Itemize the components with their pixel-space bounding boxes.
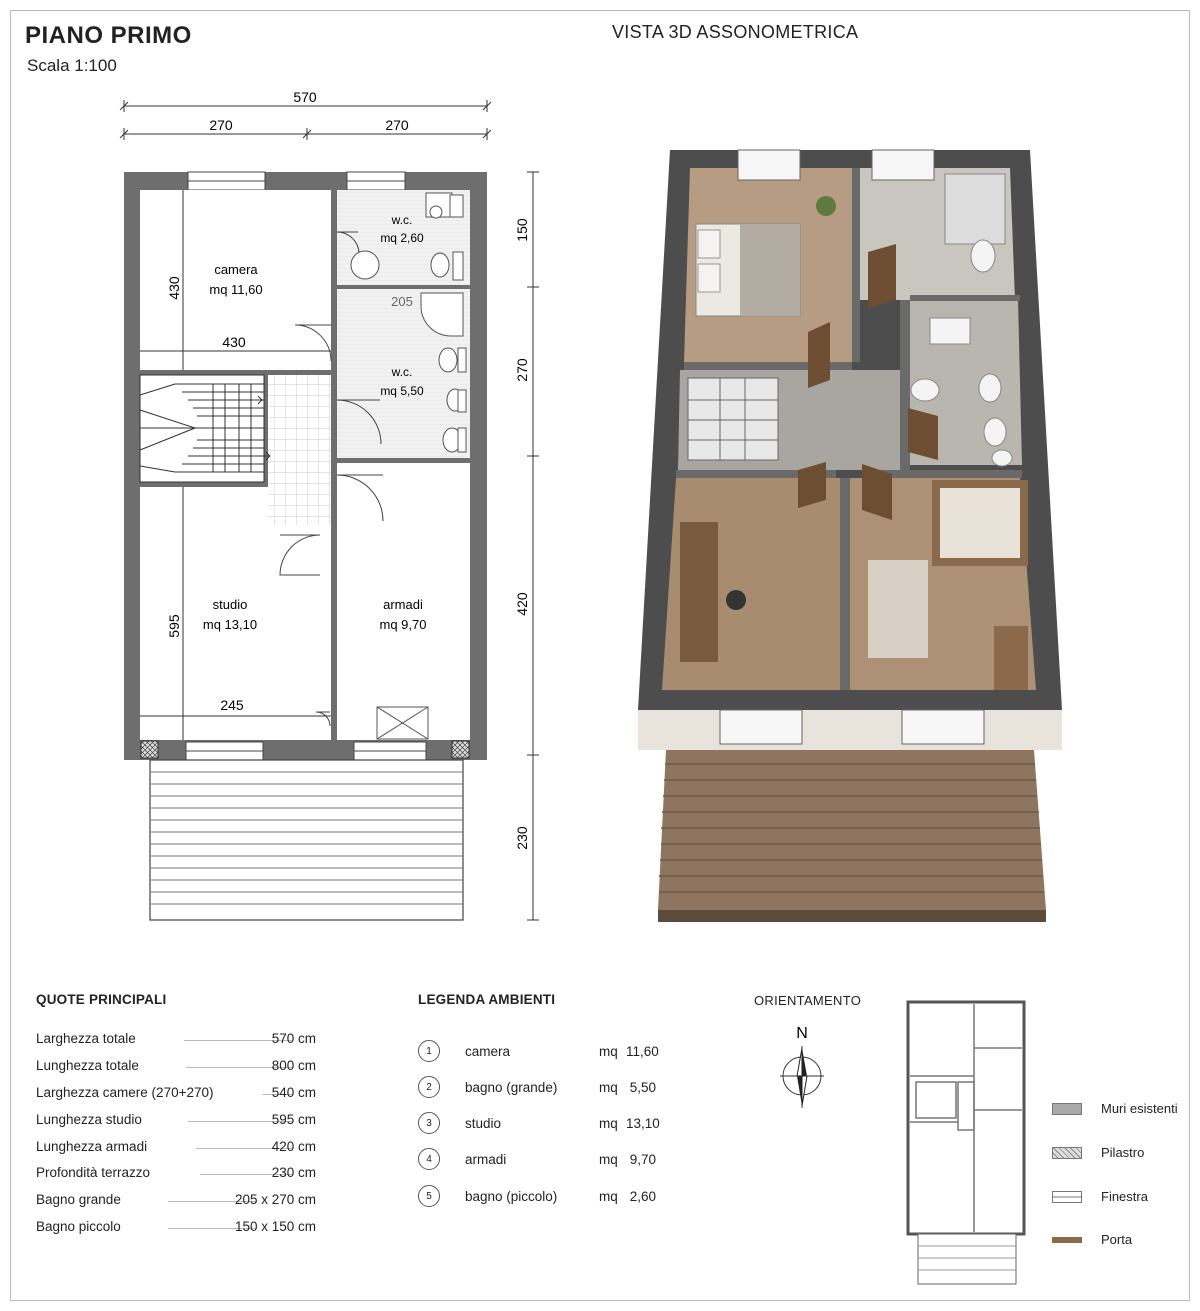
view-3d [600, 140, 1100, 930]
dim-studio-width: 245 [220, 697, 244, 713]
legenda-row [418, 1112, 678, 1138]
dimension-top [120, 100, 491, 140]
legenda-heading: LEGENDA AMBIENTI [418, 992, 556, 1007]
dimension-right [527, 172, 539, 920]
key-label: Pilastro [1101, 1145, 1145, 1160]
compass-icon [776, 1020, 828, 1112]
dim-right-width: 270 [385, 117, 409, 133]
area-armadi: mq 9,70 [379, 617, 427, 632]
legenda-row [418, 1040, 678, 1066]
quote-row [36, 1165, 316, 1185]
bed [696, 224, 800, 316]
dim-total-width: 570 [293, 89, 317, 105]
quote-label: Larghezza totale [36, 1031, 136, 1046]
dim-side-230: 230 [514, 826, 530, 850]
dim-studio-height: 595 [166, 614, 182, 638]
view3d-title: VISTA 3D ASSONOMETRICA [612, 22, 859, 42]
terrace [150, 760, 463, 920]
dim-side-420: 420 [514, 592, 530, 616]
quote-label: Profondità terrazzo [36, 1165, 151, 1180]
area-unit: mq [599, 1152, 618, 1167]
quote-row [36, 1219, 316, 1239]
wall-swatch [1052, 1103, 1082, 1115]
label-wc-big: w.c. [391, 365, 413, 379]
dresser [994, 626, 1028, 690]
dim-side-150: 150 [514, 218, 530, 242]
quote-value: 800 cm [271, 1058, 316, 1073]
room-name: armadi [465, 1152, 507, 1167]
quote-label: Lunghezza studio [36, 1112, 142, 1127]
scale-label: Scala 1:100 [27, 56, 117, 75]
dim-camera-height: 430 [166, 276, 182, 300]
room-area: 11,60 [626, 1044, 659, 1059]
room-area: 2,60 [629, 1189, 656, 1204]
room-name: bagno (grande) [465, 1080, 558, 1095]
quote-value: 595 cm [271, 1112, 316, 1127]
room-number-badge: 1 [418, 1040, 440, 1062]
area-unit: mq [599, 1044, 618, 1059]
label-studio: studio [212, 597, 248, 612]
legenda-row [418, 1076, 678, 1102]
quote-label: Larghezza camere (270+270) [36, 1085, 214, 1100]
landing-tiles [268, 375, 331, 525]
key-plan-mini [906, 1000, 1026, 1286]
staircase [140, 375, 270, 482]
room-number-badge: 3 [418, 1112, 440, 1134]
quote-row [36, 1192, 316, 1212]
quote-row [36, 1112, 316, 1132]
key-label: Muri esistenti [1101, 1101, 1178, 1116]
floor-plan [0, 0, 600, 940]
room-name: studio [465, 1116, 502, 1131]
label-wc-small: w.c. [391, 213, 413, 227]
room-area: 5,50 [629, 1080, 656, 1095]
quote-heading: QUOTE PRINCIPALI [36, 992, 167, 1007]
dim-left-width: 270 [209, 117, 233, 133]
label-camera: camera [214, 262, 258, 277]
quote-value: 570 cm [271, 1031, 316, 1046]
area-wc-small: mq 2,60 [380, 231, 424, 245]
key-label: Porta [1101, 1232, 1133, 1247]
north-label: N [796, 1025, 808, 1042]
area-camera: mq 11,60 [209, 282, 263, 297]
door-swatch [1052, 1237, 1082, 1243]
legenda-row [418, 1148, 678, 1174]
page-title: PIANO PRIMO [25, 22, 192, 49]
area-studio: mq 13,10 [202, 617, 258, 632]
orientamento-heading: ORIENTAMENTO [754, 993, 862, 1008]
pillar-swatch [1052, 1147, 1082, 1159]
quote-row [36, 1085, 316, 1105]
area-unit: mq [599, 1189, 618, 1204]
quote-value: 150 x 150 cm [234, 1219, 316, 1234]
window-swatch [1052, 1191, 1082, 1203]
quote-value: 205 x 270 cm [234, 1192, 316, 1207]
area-unit: mq [599, 1116, 618, 1131]
wc-mark-205: 205 [391, 294, 413, 309]
quote-value: 540 cm [271, 1085, 316, 1100]
plant [816, 196, 836, 216]
pillar [141, 741, 158, 758]
quote-label: Bagno grande [36, 1192, 121, 1207]
quote-label: Lunghezza armadi [36, 1139, 148, 1154]
area-unit: mq [599, 1080, 618, 1095]
label-armadi: armadi [383, 597, 423, 612]
room-number-badge: 2 [418, 1076, 440, 1098]
rug [868, 560, 928, 658]
terrace-3d [658, 750, 1046, 922]
room-area: 9,70 [629, 1152, 656, 1167]
quote-row [36, 1058, 316, 1078]
quote-value: 420 cm [271, 1139, 316, 1154]
pillar [452, 741, 469, 758]
room-number-badge: 4 [418, 1148, 440, 1170]
area-wc-big: mq 5,50 [380, 384, 424, 398]
key-label: Finestra [1101, 1189, 1148, 1204]
wardrobe [932, 480, 1028, 566]
quote-row [36, 1031, 316, 1051]
legenda-row [418, 1185, 678, 1211]
quote-value: 230 cm [271, 1165, 316, 1180]
quote-label: Bagno piccolo [36, 1219, 121, 1234]
room-name: camera [465, 1044, 511, 1059]
dim-camera-width: 430 [222, 334, 246, 350]
stairs-3d [688, 378, 778, 460]
dim-side-270: 270 [514, 358, 530, 382]
quote-label: Lunghezza totale [36, 1058, 139, 1073]
room-area: 13,10 [626, 1116, 660, 1131]
room-name: bagno (piccolo) [465, 1189, 558, 1204]
room-number-badge: 5 [418, 1185, 440, 1207]
quote-row [36, 1139, 316, 1159]
